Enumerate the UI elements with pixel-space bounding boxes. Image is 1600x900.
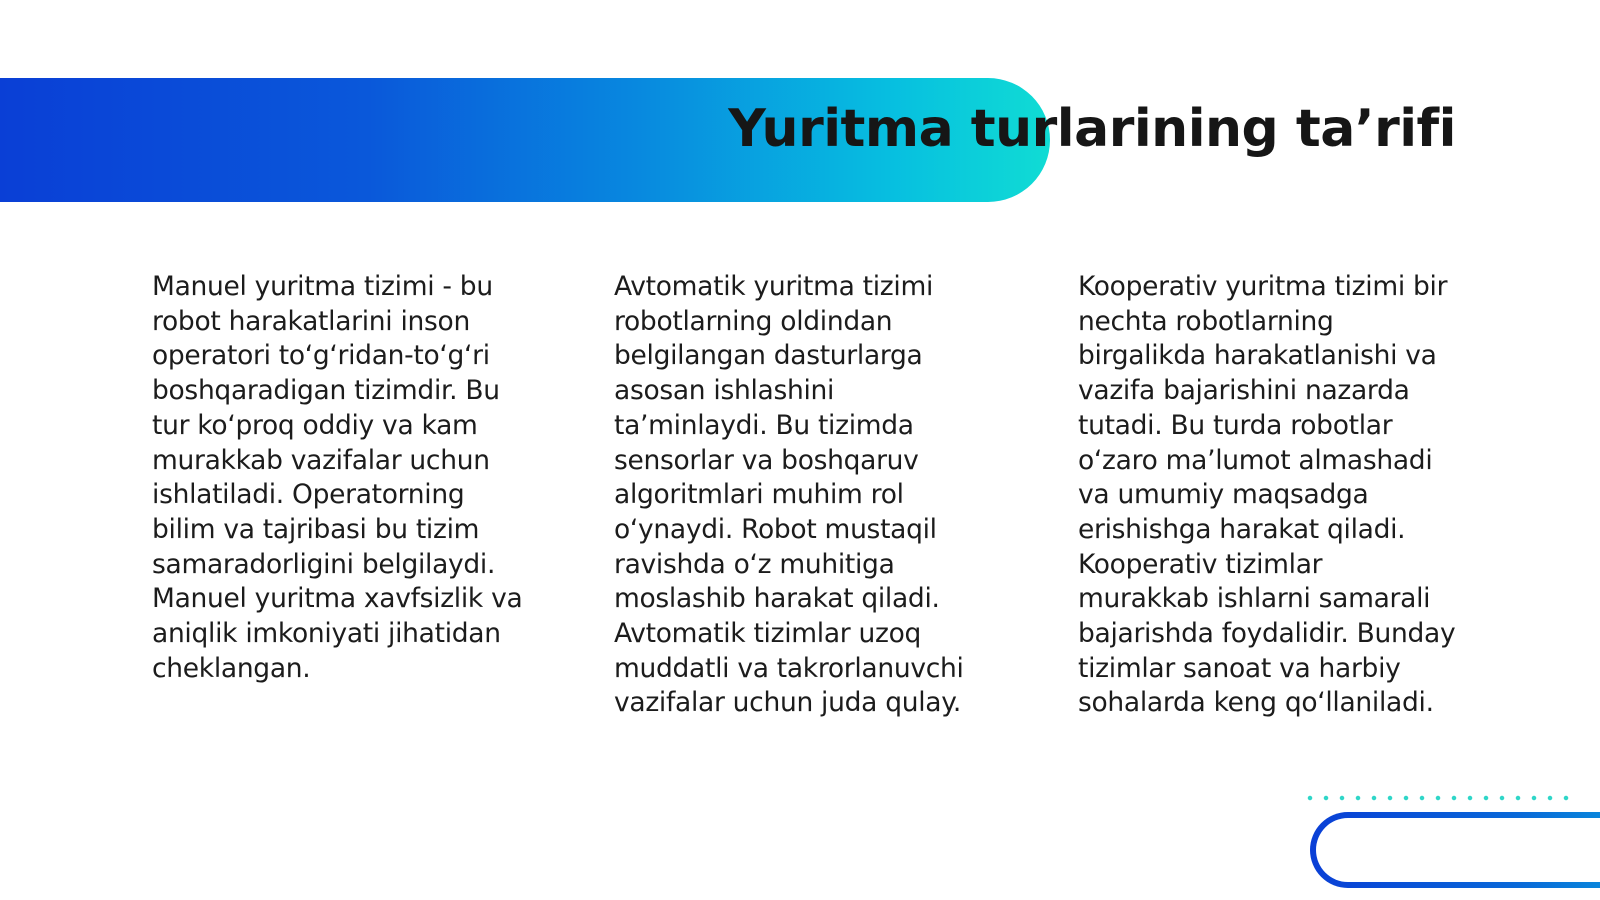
- decorative-outline-pill: [1310, 812, 1600, 888]
- decorative-dot-row: [1302, 795, 1572, 801]
- slide-title: Yuritma turlarining ta’rifi: [728, 99, 1456, 159]
- column-automatic-text: Avtomatik yuritma tizimi robotlarning oldindan belgilangan dasturlarga asosan ishlashini ta’minlaydi. Bu tizimda sensorlar va boshqaruv algoritmlari muhim rol o‘ynaydi. Robot mustaqil ravishda o‘z muhitiga moslashib harakat qiladi. Avtomatik tizimlar uzoq muddatli va takrorlanuvchi vazifalar uchun juda qulay.: [614, 271, 964, 719]
- column-manual-text: Manuel yuritma tizimi - bu robot harakatlarini inson operatori to‘g‘ridan-to‘g‘ri boshqaradigan tizimdir. Bu tur ko‘proq oddiy va kam murakkab vazifalar uchun ishlatiladi. Operatorning bilim va tajribasi bu tizim samaradorligini belgilaydi. Manuel yuritma xavfsizlik va aniqlik imkoniyati jihatidan cheklangan.: [152, 271, 523, 684]
- column-cooperative-text: Kooperativ yuritma tizimi bir nechta robotlarning birgalikda harakatlanishi va vazifa bajarishini nazarda tutadi. Bu turda robotlar o‘zaro ma’lumot almashadi va umumiy maqsadga erishishga harakat qiladi. Kooperativ tizimlar murakkab ishlarni samarali bajarishda foydalidir. Bunday tizimlar sanoat va harbiy sohalarda keng qo‘llaniladi.: [1078, 271, 1456, 719]
